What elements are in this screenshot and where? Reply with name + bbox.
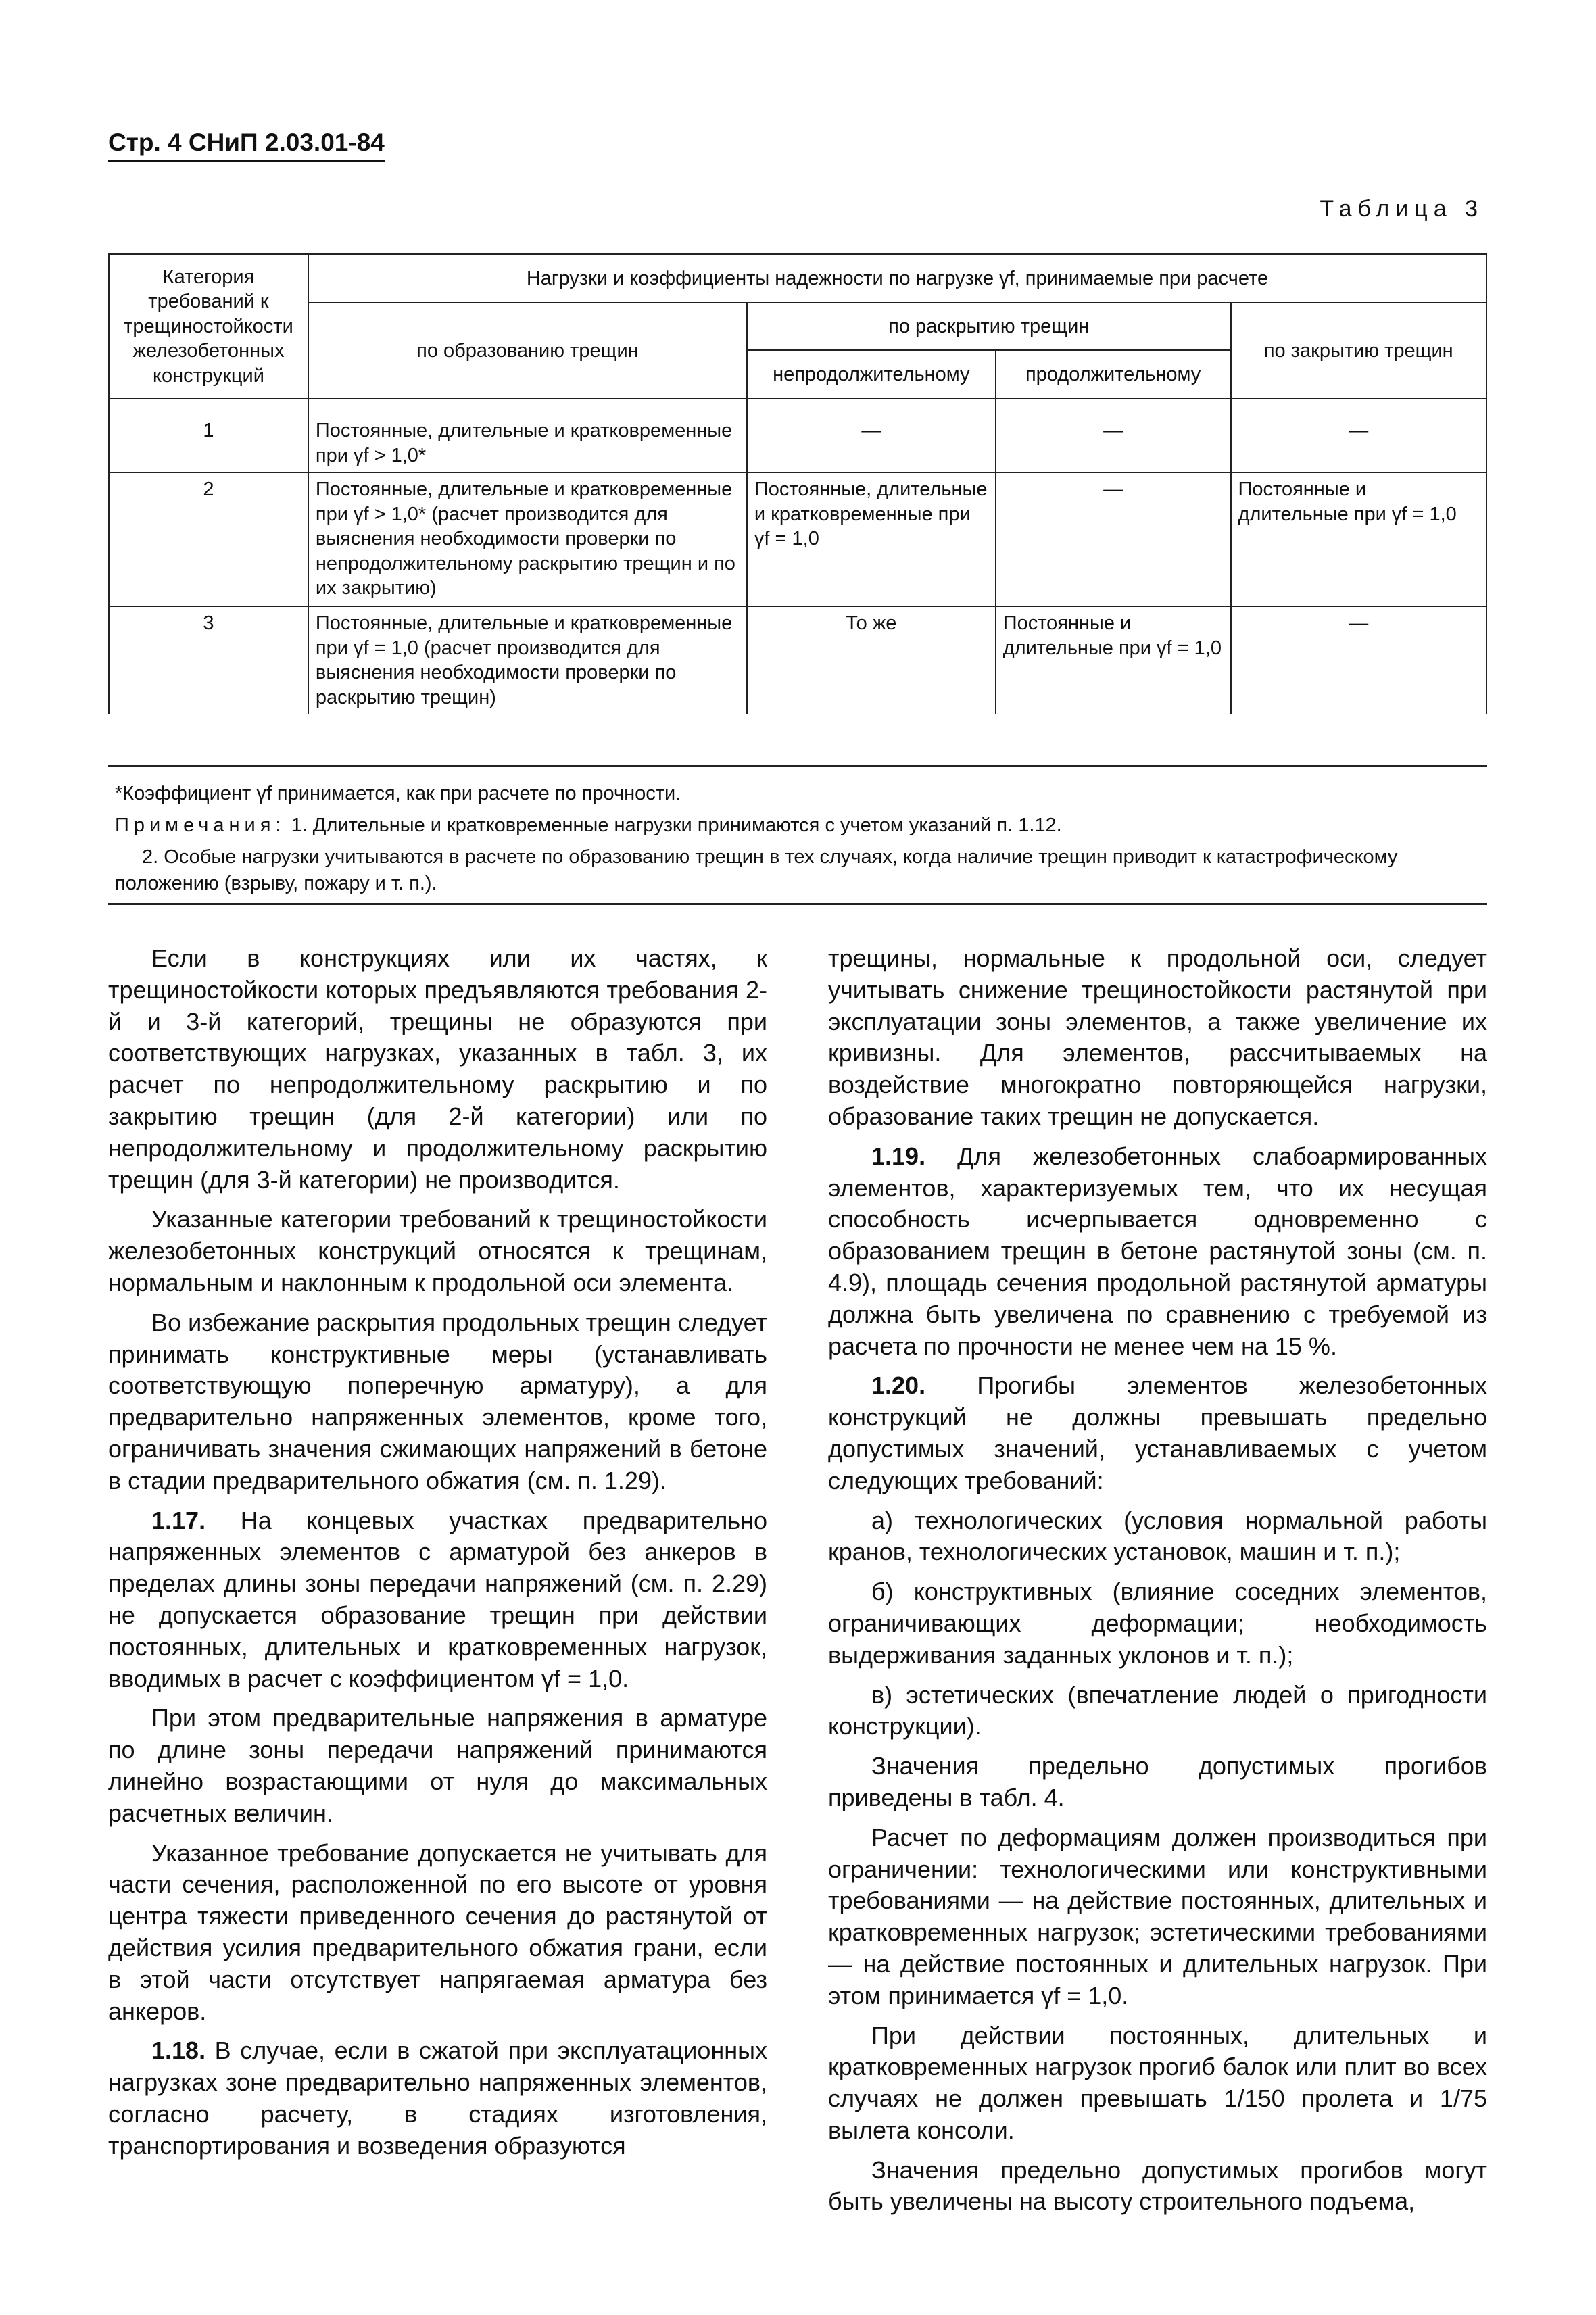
table-row	[109, 606, 1486, 714]
header-formation: по образованию трещин	[308, 303, 747, 399]
table-footnotes	[115, 781, 1487, 903]
list-item: а) технологических (условия нормальной работы кранов, технологических установок, машин и т. п.);	[828, 1506, 1487, 1566]
clause-text: Для железобетонных слабоармированных элементов, характеризуемых тем, что их несущая способность исчерпывается одновременно с образованием трещин в бетоне растянутой зоны (см. п. 4.9), площадь сечения продольной растянутой арматуры должна быть увеличена по сравнению с требуемой из расчета по прочности не менее чем на 15 %.	[828, 1142, 1487, 1360]
footnote-asterisk: *Коэффициент γf принимается, как при расчете по прочности.	[115, 783, 681, 804]
clause-number: 1.20.	[871, 1371, 926, 1400]
paragraph: При действии постоянных, длительных и кратковременных нагрузок прогиб балок или плит во всех случаях не должен превышать 1/150 пролета и 1/75 вылета консоли.	[828, 2021, 1487, 2144]
paragraph: трещины, нормальные к продольной оси, следует учитывать снижение трещиностойкости растянутой при эксплуатации зоны элементов, а также увеличение их кривизны. Для элементов, рассчитываемых на воздействие многократно повторяющейся нагрузки, образование таких трещин не допускается.	[828, 944, 1487, 1130]
clause-1-19	[828, 1141, 1487, 1363]
row-formation: Постоянные, длительные и кратковременные при γf > 1,0*	[308, 399, 747, 472]
paragraph: Значения предельно допустимых прогибов приведены в табл. 4.	[828, 1752, 1487, 1811]
clause-number: 1.18.	[151, 2037, 206, 2065]
paragraph: Во избежание раскрытия продольных трещин следует принимать конструктивные меры (устанавливать соответствующую поперечную арматуру), а для предварительно напряженных элементов, кроме того, ограничивать значения сжимающих напряжений в бетоне в стадии предварительного обжатия (см. п. 1.29).	[108, 1308, 767, 1494]
clause-1-20	[828, 1370, 1487, 1496]
clause-text: Прогибы элементов железобетонных конструкций не должны превышать предельно допустимых значений, устанавливаемых с учетом следующих требований:	[828, 1371, 1487, 1494]
paragraph: Значения предельно допустимых прогибов могут быть увеличены на высоту строительного подъема,	[828, 2155, 1487, 2216]
row-short: То же	[747, 606, 996, 714]
note-1-text: 1. Длительные и кратковременные нагрузки принимаются с учетом указаний п. 1.12.	[291, 814, 1062, 837]
paragraph: Расчет по деформациям должен производиться при ограничении: технологическими или конструктивными требованиями — на действие постоянных, длительных и кратковременных нагрузок; эстетическими требованиями — на действие постоянных и длительных нагрузок. При этом принимается γf = 1,0.	[828, 1823, 1487, 2009]
table-row	[109, 472, 1486, 606]
header-loads-group: Нагрузки и коэффициенты надежности по нагрузке γf, принимаемые при расчете	[308, 254, 1486, 303]
left-column	[108, 943, 767, 2170]
row-formation: Постоянные, длительные и кратковременные при γf > 1,0* (расчет производится для выяснения необходимости проверки по непродолжительному раскрытию трещин и по их закрытию)	[308, 472, 747, 606]
footnote-divider	[108, 765, 1487, 767]
clause-1-18	[108, 2035, 767, 2162]
clause-text: На концевых участках предварительно напряженных элементов с арматурой без анкеров в пределах длины зоны передачи напряжений (см. п. 2.29) не допускается образование трещин при действии постоянных, длительных и кратковременных нагрузок, вводимых в расчет с коэффициентом γf = 1,0.	[108, 1506, 767, 1692]
right-column	[828, 943, 1487, 2226]
list-item: в) эстетических (впечатление людей о пригодности конструкции).	[828, 1680, 1487, 1740]
clause-1-17	[108, 1505, 767, 1695]
row-formation: Постоянные, длительные и кратковременные при γf = 1,0 (расчет производится для выяснения необходимости проверки по раскрытию трещин)	[308, 606, 747, 714]
header-closing: по закрытию трещин	[1231, 303, 1486, 399]
row-long: Постоянные и длительные при γf = 1,0	[996, 606, 1231, 714]
notes-label: Примечания:	[115, 814, 286, 837]
header-long: продолжительному	[996, 350, 1231, 399]
paragraph: Указанное требование допускается не учитывать для части сечения, расположенной по его высоте от уровня центра тяжести приведенного сечения до растянутой от действия усилия предварительного обжатия грани, если в этой части отсутствует напрягаемая арматура без анкеров.	[108, 1838, 767, 2025]
paragraph: Если в конструкциях или их частях, к трещиностойкости которых предъявляются требования 2-й и 3-й категорий, трещины не образуются при соответствующих нагрузках, указанных в табл. 3, их расчет по непродолжительному раскрытию и по закрытию трещин (для 2-й категории) или по непродолжительному и продолжительному раскрытию трещин (для 3-й категории) не производится.	[108, 944, 767, 1194]
clause-number: 1.19.	[871, 1142, 926, 1170]
requirements-table	[108, 253, 1487, 714]
header-short: непродолжительному	[747, 350, 996, 399]
clause-number: 1.17.	[151, 1506, 206, 1534]
section-divider	[108, 903, 1487, 905]
row-category: 2	[109, 472, 308, 606]
list-item: б) конструктивных (влияние соседних элементов, ограничивающих деформации; необходимость выдерживания заданных уклонов и т. п.);	[828, 1578, 1487, 1669]
page-header: Стр. 4 СНиП 2.03.01-84	[108, 128, 385, 162]
row-category: 1	[109, 399, 308, 472]
table-row	[109, 399, 1486, 472]
row-long: —	[996, 399, 1231, 472]
note-2: 2. Особые нагрузки учитываются в расчете по образованию трещин в тех случаях, когда наличие трещин приводит к катастрофическому положению (взрыву, пожару и т. п.).	[115, 846, 1398, 895]
row-closing: —	[1231, 399, 1486, 472]
row-short: Постоянные, длительные и кратковременные при γf = 1,0	[747, 472, 996, 606]
clause-text: В случае, если в сжатой при эксплуатационных нагрузках зоне предварительно напряженных элементов, согласно расчету, в стадиях изготовления, транспортирования и возведения образуются	[108, 2037, 767, 2160]
row-category: 3	[109, 606, 308, 714]
row-closing: —	[1231, 606, 1486, 714]
paragraph: При этом предварительные напряжения в арматуре по длине зоны передачи напряжений принимаются линейно возрастающими от нуля до максимальных расчетных величин.	[108, 1704, 767, 1827]
note-1	[115, 812, 1487, 839]
header-opening: по раскрытию трещин	[747, 303, 1231, 350]
header-category: Категория требований к трещиностойкости железобетонных конструкций	[109, 254, 308, 399]
row-long: —	[996, 472, 1231, 606]
paragraph: Указанные категории требований к трещиностойкости железобетонных конструкций относятся к трещинам, нормальным и наклонным к продольной оси элемента.	[108, 1205, 767, 1296]
table-caption: Таблица 3	[1320, 196, 1484, 222]
row-closing: Постоянные и длительные при γf = 1,0	[1231, 472, 1486, 606]
row-short: —	[747, 399, 996, 472]
